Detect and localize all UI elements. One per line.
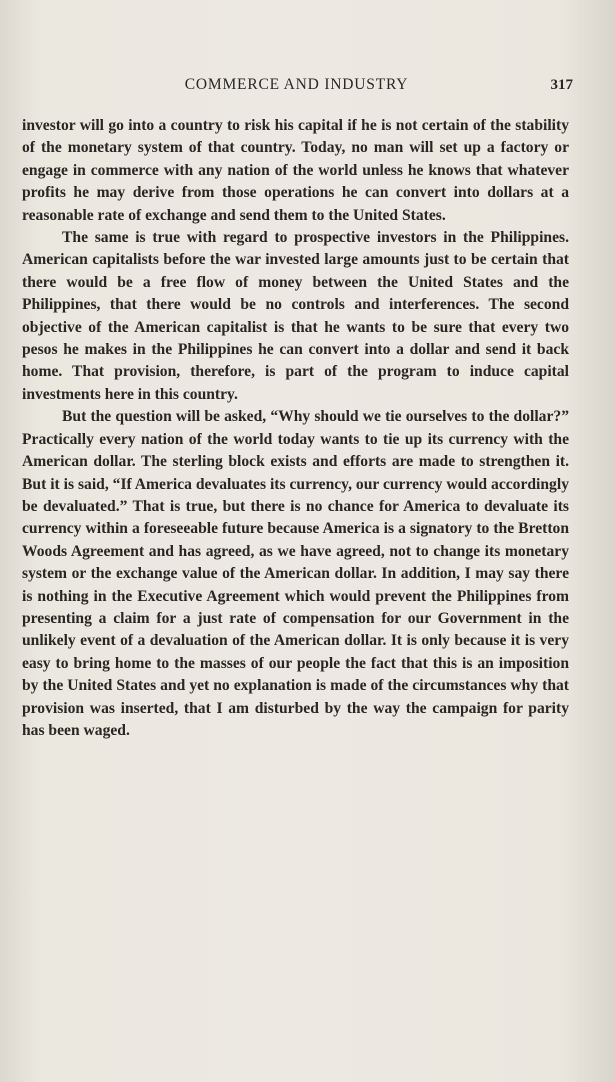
- paragraph-continued: investor will go into a country to risk his capital if he is not certain of the stability of the monetary system of that country. Today, no man will set up a factory or engage in commerce with any nation of the world unless he knows that whatever profits he may derive from those operations he can convert into dollars at a reasonable rate of exchange and send them to the United States.: [22, 117, 569, 224]
- page-number: 317: [550, 77, 573, 93]
- page-header: [22, 73, 571, 97]
- running-title: COMMERCE AND INDUSTRY: [184, 76, 409, 93]
- paragraph: The same is true with regard to prospective investors in the Philippines. American capitalists before the war invested large amounts just to be certain that there would be a free flow of money between the United States and the Philippines, that there would be no controls and interferences. The second objective of the American capitalist is that he wants to be sure that every two pesos he makes in the Philippines he can convert into a dollar and send it back home. That provision, therefore, is part of the program to induce capital investments here in this country.: [22, 229, 569, 403]
- paragraph: But the question will be asked, “Why should we tie ourselves to the dollar?” Practically every nation of the world today wants to tie up its currency with the American dollar. The sterling block exists and efforts are made to strengthen it. But it is said, “If America devaluates its currency, our currency would accordingly be devaluated.” That is true, but there is no chance for America to devaluate its currency within a foreseeable future because America is a signatory to the Bretton Woods Agreement and has agreed, as we have agreed, not to change its monetary system or the exchange value of the American dollar. In addition, I may say there is nothing in the Executive Agreement which would prevent the Philippines from presenting a claim for a just rate of compensation for our Government in the unlikely event of a devaluation of the American dollar. It is only because it is very easy to bring home to the masses of our people the fact that this is an imposition by the United States and yet no explanation is made of the circumstances why that provision was inserted, that I am disturbed by the way the campaign for parity has been waged.: [22, 408, 569, 739]
- body-text: [22, 115, 569, 742]
